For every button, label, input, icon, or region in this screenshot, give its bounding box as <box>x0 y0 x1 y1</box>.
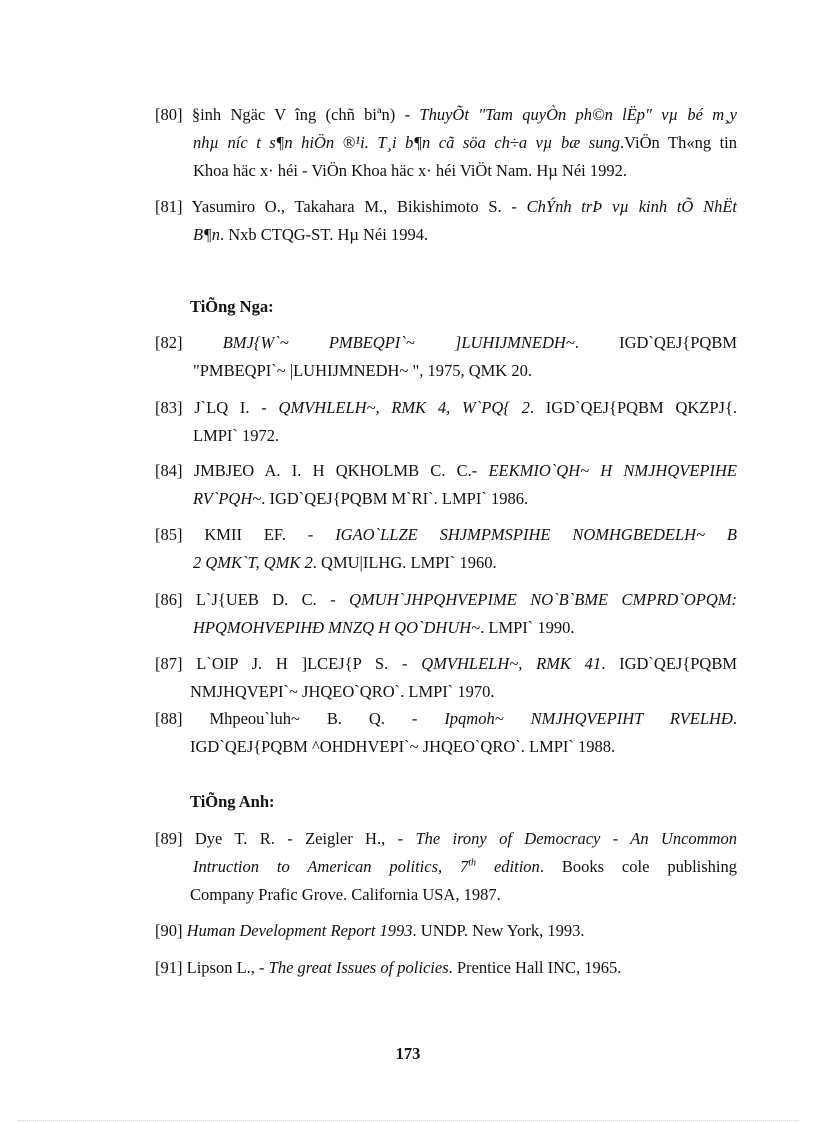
reference-line <box>155 457 737 485</box>
reference-entry <box>155 521 737 577</box>
reference-line <box>155 422 737 450</box>
reference-number: [87] <box>155 654 183 673</box>
reference-entry <box>155 705 737 761</box>
reference-text: . IGD`QEJ{PQBM <box>601 654 737 673</box>
reference-line <box>155 614 737 642</box>
reference-line <box>155 394 737 422</box>
reference-title: ChÝnh trÞ vµ kinh tÕ NhËt <box>526 197 737 216</box>
reference-line <box>155 329 737 357</box>
reference-title: IGAO`LLZE SHJMPMSPIHE NOMHGBEDELH~ B <box>335 525 737 544</box>
reference-text: . LMPI` 1990. <box>480 618 575 637</box>
reference-line <box>155 549 737 577</box>
reference-title: Ipqmoh~ NMJHQVEPIHT RVELHÐ <box>444 709 733 728</box>
reference-title: RV`PQH~ <box>193 489 262 508</box>
superscript: th <box>468 857 477 869</box>
reference-line <box>155 129 737 157</box>
reference-entry <box>155 825 737 909</box>
reference-title: The irony of Democracy - An Uncommon <box>415 829 737 848</box>
section-heading: TiÕng Nga: <box>190 297 274 316</box>
reference-text: KMII EF. - <box>204 525 336 544</box>
reference-line <box>155 101 737 129</box>
reference-text: . <box>732 709 737 728</box>
reference-number: [86] <box>155 590 183 609</box>
reference-title: 2 QMK`T, QMK 2 <box>193 553 313 572</box>
reference-text: L`OIP J. H ]LCEJ{P S. - <box>196 654 422 673</box>
reference-title: HPQMOHVEPIHÐ MNZQ H QO`DHUH~ <box>193 618 481 637</box>
reference-text: JMBJEO A. I. H QKHOLMB C. C.- <box>193 461 489 480</box>
reference-text: IGD`QEJ{PQBM ^OHDHVEPI`~ JHQEO`QRO`. LMPI` 1988. <box>190 737 616 756</box>
reference-text: Khoa häc x· héi - ViÖn Khoa häc x· héi ViÖt Nam. Hµ Néi 1992. <box>193 161 627 180</box>
reference-number: [81] <box>155 197 183 216</box>
reference-line <box>155 733 737 761</box>
reference-entry <box>155 954 737 982</box>
reference-text: Mhpeou`luh~ B. Q. - <box>209 709 445 728</box>
reference-text: Company Prafic Grove. California USA, 1987. <box>190 885 501 904</box>
reference-line <box>155 954 737 982</box>
reference-text: NMJHQVEPI`~ JHQEO`QRO`. LMPI` 1970. <box>190 682 495 701</box>
reference-text: . UNDP. New York, 1993. <box>412 921 585 940</box>
reference-entry <box>155 917 737 945</box>
reference-text: . IGD`QEJ{PQBM QKZPJ{. <box>529 398 737 417</box>
reference-entry <box>155 193 737 249</box>
reference-text: §inh Ngäc V îng (chñ biªn) - <box>191 105 420 124</box>
reference-number: [88] <box>155 709 183 728</box>
reference-text: .ViÖn Th«ng tin <box>619 133 737 152</box>
reference-line <box>155 357 737 385</box>
reference-title: Human Development Report 1993 <box>186 921 413 940</box>
reference-text: . Books cole publishing <box>539 857 737 876</box>
reference-line <box>155 881 737 909</box>
reference-number: [89] <box>155 829 183 848</box>
reference-number: [80] <box>155 105 183 124</box>
reference-line <box>155 221 737 249</box>
reference-number: [84] <box>155 461 183 480</box>
reference-line <box>155 705 737 733</box>
reference-line <box>155 586 737 614</box>
reference-number: [90] <box>155 921 183 940</box>
reference-line <box>155 650 737 678</box>
reference-text: . Prentice Hall INC, 1965. <box>448 958 622 977</box>
reference-line <box>155 917 737 945</box>
reference-title: QMVHLELH~, RMK 41 <box>421 654 602 673</box>
reference-text: Yasumiro O., Takahara M., Bikishimoto S. - <box>191 197 527 216</box>
reference-text: LMPI` 1972. <box>193 426 280 445</box>
reference-entry <box>155 394 737 450</box>
reference-text: . Nxb CTQG-ST. Hµ Néi 1994. <box>219 225 429 244</box>
reference-title: QMUH`JHPQHVEPIME NO`B`BME CMPRD`OPQM: <box>349 590 737 609</box>
reference-title: nhµ níc t s¶n hiÖn ®¹i. T¸i b¶n cã söa ch÷a vµ bæ sung <box>193 133 620 152</box>
reference-entry <box>155 586 737 642</box>
reference-number: [83] <box>155 398 183 417</box>
reference-number: [85] <box>155 525 183 544</box>
reference-entry <box>155 101 737 185</box>
reference-title: Intruction to American politics, 7 <box>193 857 469 876</box>
reference-text: . IGD`QEJ{PQBM <box>574 333 737 352</box>
reference-title: ThuyÕt "Tam quyÒn ph©n lËp" vµ bé m¸y <box>419 105 737 124</box>
reference-text: Lipson L., - <box>186 958 269 977</box>
reference-number: [82] <box>155 333 183 352</box>
reference-text: . QMU|ILHG. LMPI` 1960. <box>312 553 497 572</box>
reference-line <box>155 521 737 549</box>
reference-line <box>155 193 737 221</box>
reference-line <box>155 853 737 881</box>
reference-entry <box>155 650 737 706</box>
reference-title: EEKMIO`QH~ H NMJHQVEPIHE <box>488 461 737 480</box>
reference-line <box>155 825 737 853</box>
reference-number: [91] <box>155 958 183 977</box>
reference-entry <box>155 329 737 385</box>
page-bottom-divider <box>18 1120 798 1121</box>
page-number: 173 <box>395 1044 421 1063</box>
section-heading: TiÕng Anh: <box>190 792 275 811</box>
reference-text: . IGD`QEJ{PQBM M`RI`. LMPI` 1986. <box>261 489 529 508</box>
reference-line <box>155 485 737 513</box>
reference-text: Dye T. R. - Zeigler H., - <box>194 829 416 848</box>
reference-title: BMJ{W`~ PMBEQPI`~ ]LUHIJMNEDH~ <box>222 333 575 352</box>
reference-title: B¶n <box>193 225 220 244</box>
reference-line <box>155 678 737 706</box>
reference-line <box>155 157 737 185</box>
reference-text: L`J{UEB D. C. - <box>195 590 350 609</box>
reference-title: edition <box>476 857 540 876</box>
reference-text: J`LQ I. - <box>194 398 279 417</box>
reference-title: QMVHLELH~, RMK 4, W`PQ{ 2 <box>278 398 530 417</box>
reference-entry <box>155 457 737 513</box>
reference-text: "PMBEQPI`~ |LUHIJMNEDH~ ", 1975, QMK 20. <box>193 361 532 380</box>
reference-title: The great Issues of policies <box>268 958 449 977</box>
